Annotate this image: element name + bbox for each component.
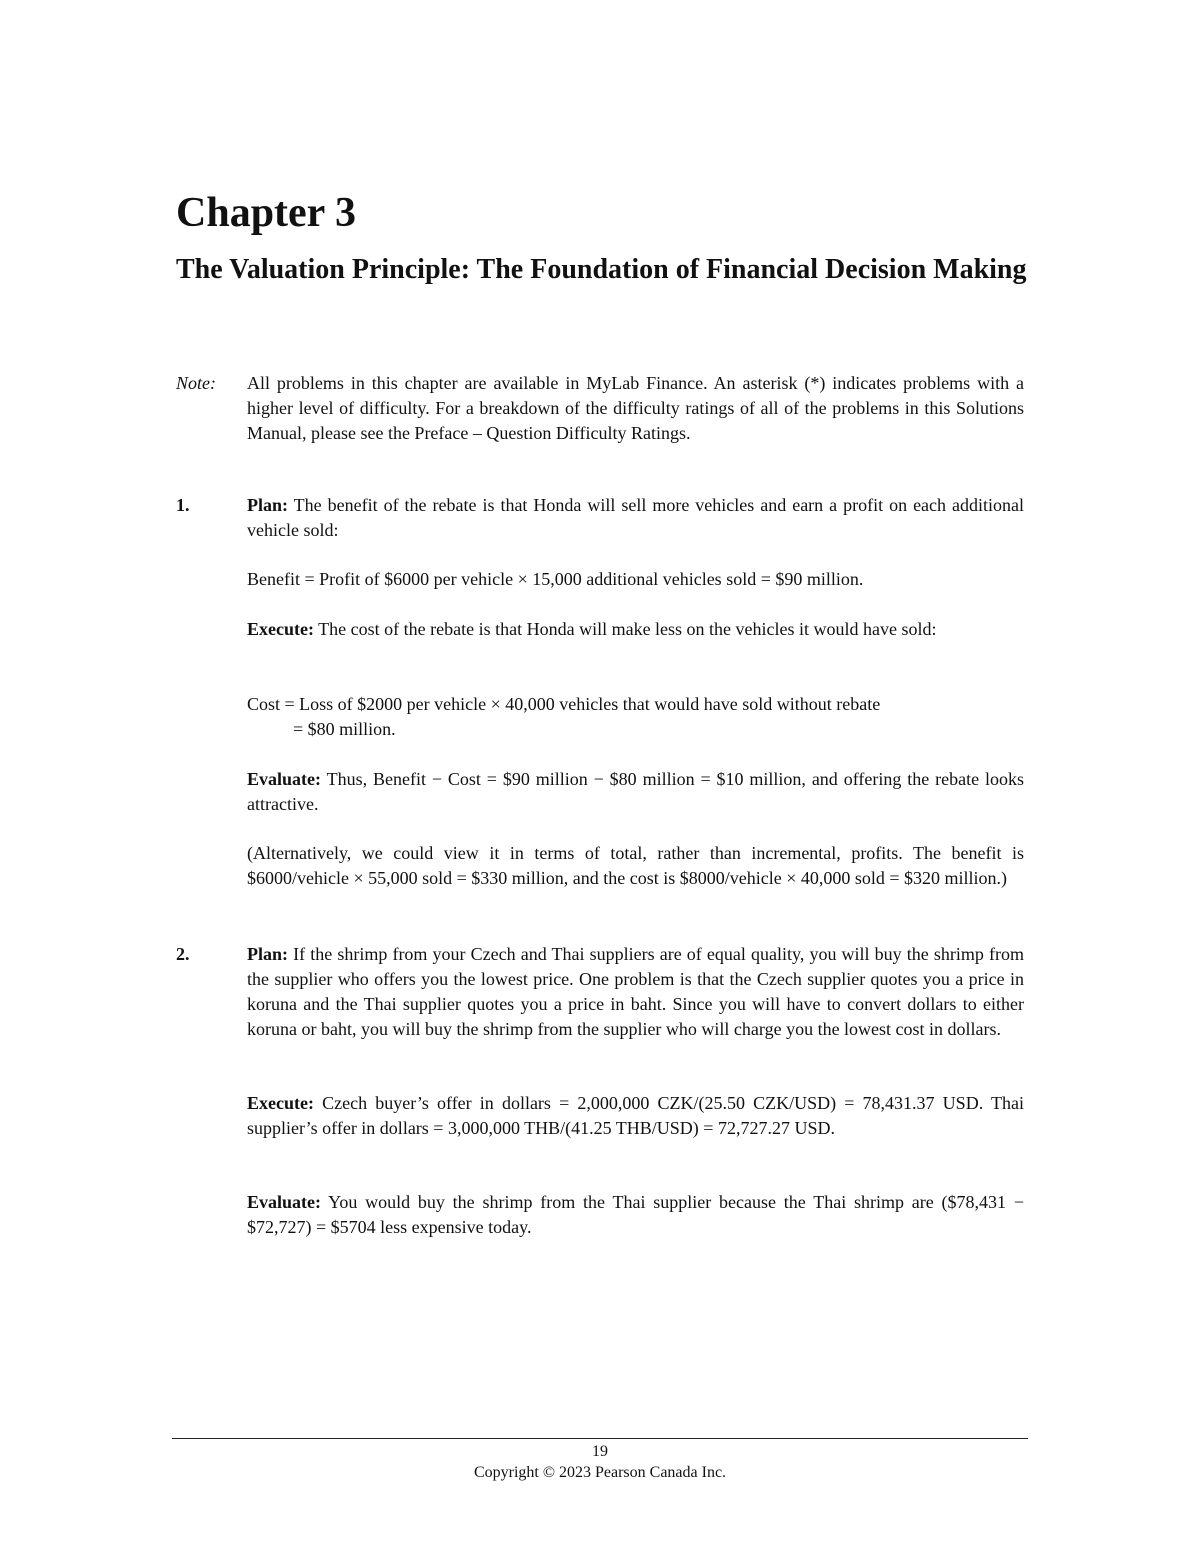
problem-1-plan	[247, 493, 1024, 543]
note-label: Note:	[176, 373, 216, 393]
problem-2-evaluate	[247, 1190, 1024, 1240]
problem-2-execute	[247, 1091, 1024, 1141]
problem-2-plan	[247, 942, 1024, 1042]
execute-label: Execute:	[247, 1093, 314, 1113]
problem-number-1: 1.	[176, 495, 190, 515]
cost-line-2: = $80 million.	[293, 719, 396, 739]
execute-label: Execute:	[247, 619, 314, 639]
chapter-title: Chapter 3	[176, 190, 357, 236]
chapter-subtitle: The Valuation Principle: The Foundation of Financial Decision Making	[176, 254, 1027, 285]
problem-1-execute	[247, 617, 1024, 642]
evaluate-label: Evaluate:	[247, 769, 321, 789]
execute-text: Czech buyer’s offer in dollars = 2,000,000 CZK/(25.50 CZK/USD) = 78,431.37 USD. Thai supplier’s offer in dollars = 3,000,000 THB/(41.25 THB/USD) = 72,727.27 USD.	[247, 1093, 1024, 1138]
problem-1-alternative: (Alternatively, we could view it in terms of total, rather than incremental, profits. The benefit is $6000/vehicle × 55,000 sold = $330 million, and the cost is $8000/vehicle × 40,000 sold = $320 million.)	[247, 843, 1024, 888]
plan-label: Plan:	[247, 944, 289, 964]
footer-divider	[172, 1438, 1028, 1439]
problem-1-cost-lines	[247, 692, 1024, 742]
problem-1-benefit-line: Benefit = Profit of $6000 per vehicle × 15,000 additional vehicles sold = $90 million.	[247, 569, 864, 589]
note-text: All problems in this chapter are available in MyLab Finance. An asterisk (*) indicates problems with a higher level of difficulty. For a breakdown of the difficulty ratings of all of the problems in this Solutions Manual, please see the Preface – Question Difficulty Ratings.	[247, 373, 1024, 443]
evaluate-text: You would buy the shrimp from the Thai supplier because the Thai shrimp are ($78,431 − $72,727) = $5704 less expensive today.	[247, 1192, 1024, 1237]
problem-1-evaluate	[247, 767, 1024, 817]
copyright-notice: Copyright © 2023 Pearson Canada Inc.	[473, 1464, 727, 1481]
plan-text: The benefit of the rebate is that Honda will sell more vehicles and earn a profit on each additional vehicle sold:	[247, 495, 1024, 540]
execute-text: The cost of the rebate is that Honda will make less on the vehicles it would have sold:	[313, 619, 937, 639]
evaluate-label: Evaluate:	[247, 1192, 321, 1212]
page-number: 19	[592, 1443, 608, 1460]
evaluate-text: Thus, Benefit − Cost = $90 million − $80 million = $10 million, and offering the rebate looks attractive.	[247, 769, 1024, 814]
problem-number-2: 2.	[176, 944, 190, 964]
cost-line-1: Cost = Loss of $2000 per vehicle × 40,000 vehicles that would have sold without rebate	[247, 694, 881, 714]
plan-text: If the shrimp from your Czech and Thai suppliers are of equal quality, you will buy the shrimp from the supplier who offers you the lowest price. One problem is that the Czech supplier quotes you a price in koruna and the Thai supplier quotes you a price in baht. Since you will have to convert dollars to either koruna or baht, you will buy the shrimp from the supplier who will charge you the lowest cost in dollars.	[247, 944, 1024, 1039]
plan-label: Plan:	[247, 495, 289, 515]
